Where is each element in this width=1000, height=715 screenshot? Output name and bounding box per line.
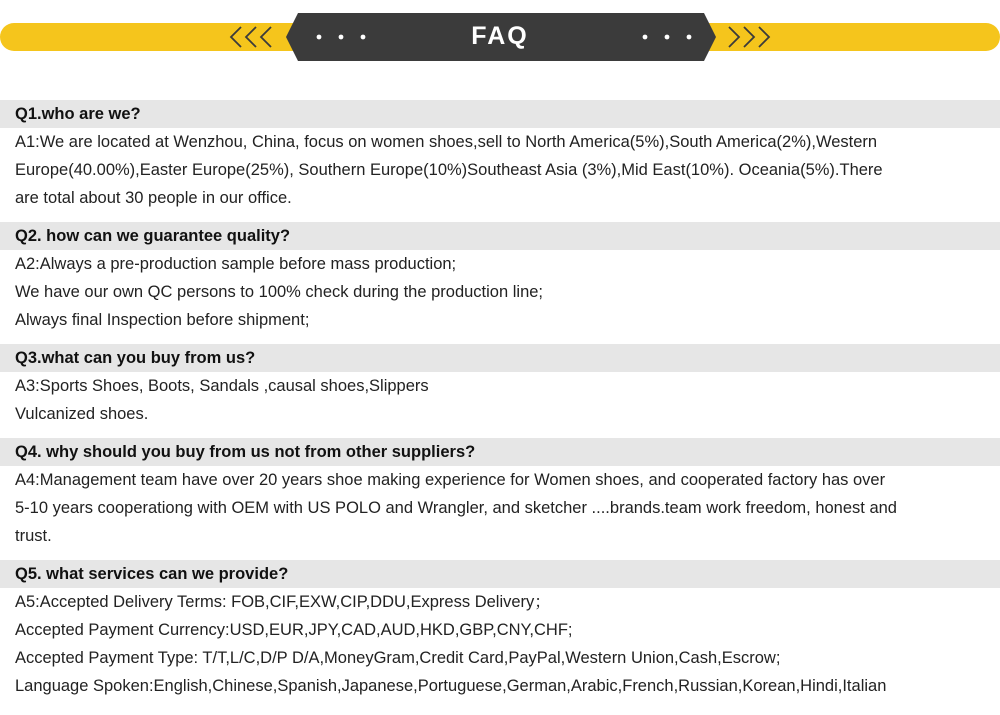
answer-line: Language Spoken:English,Chinese,Spanish,Japanese,Portuguese,German,Arabic,French,Russian,Korean,Hindi,Italian xyxy=(15,677,887,695)
faq-question: Q2. how can we guarantee quality? xyxy=(0,222,1000,250)
answer-line: Vulcanized shoes. xyxy=(15,405,149,423)
faq-header-banner xyxy=(0,0,1000,80)
answer-line: A4:Management team have over 20 years shoe making experience for Women shoes, and cooperated factory has over xyxy=(15,471,886,489)
faq-answer xyxy=(0,372,1000,428)
answer-line: A2:Always a pre-production sample before mass production; xyxy=(15,255,457,273)
faq-item-q5 xyxy=(0,560,1000,700)
answer-line: We have our own QC persons to 100% check during the production line; xyxy=(15,283,543,301)
faq-answer xyxy=(0,250,1000,334)
faq-item-q4 xyxy=(0,438,1000,550)
answer-line: A1:We are located at Wenzhou, China, focus on women shoes,sell to North America(5%),South America(2%),Western xyxy=(15,133,878,151)
faq-list xyxy=(0,100,1000,710)
answer-line: trust. xyxy=(15,527,52,545)
answer-line: are total about 30 people in our office. xyxy=(15,189,292,207)
answer-line: Accepted Payment Currency:USD,EUR,JPY,CAD,AUD,HKD,GBP,CNY,CHF; xyxy=(15,621,573,639)
faq-question: Q3.what can you buy from us? xyxy=(0,344,1000,372)
faq-item-q1 xyxy=(0,100,1000,212)
answer-line: Accepted Payment Type: T/T,L/C,D/P D/A,MoneyGram,Credit Card,PayPal,Western Union,Cash,Escrow; xyxy=(15,649,781,667)
faq-item-q3 xyxy=(0,344,1000,428)
answer-line: A5:Accepted Delivery Terms: FOB,CIF,EXW,CIP,DDU,Express Delivery； xyxy=(15,593,551,611)
faq-item-q2 xyxy=(0,222,1000,334)
faq-question: Q5. what services can we provide? xyxy=(0,560,1000,588)
faq-question: Q4. why should you buy from us not from other suppliers? xyxy=(0,438,1000,466)
faq-question: Q1.who are we? xyxy=(0,100,1000,128)
faq-answer xyxy=(0,466,1000,550)
answer-line: A3:Sports Shoes, Boots, Sandals ,causal shoes,Slippers xyxy=(15,377,429,395)
answer-line: 5-10 years cooperationg with OEM with US POLO and Wrangler, and sketcher ....brands.team work freedom, honest and xyxy=(15,499,897,517)
page-title: FAQ xyxy=(471,22,529,50)
faq-answer xyxy=(0,588,1000,700)
faq-answer xyxy=(0,128,1000,212)
answer-line: Europe(40.00%),Easter Europe(25%), Southern Europe(10%)Southeast Asia (3%),Mid East(10%). Oceania(5%).There xyxy=(15,161,883,179)
answer-line: Always final Inspection before shipment; xyxy=(15,311,310,329)
